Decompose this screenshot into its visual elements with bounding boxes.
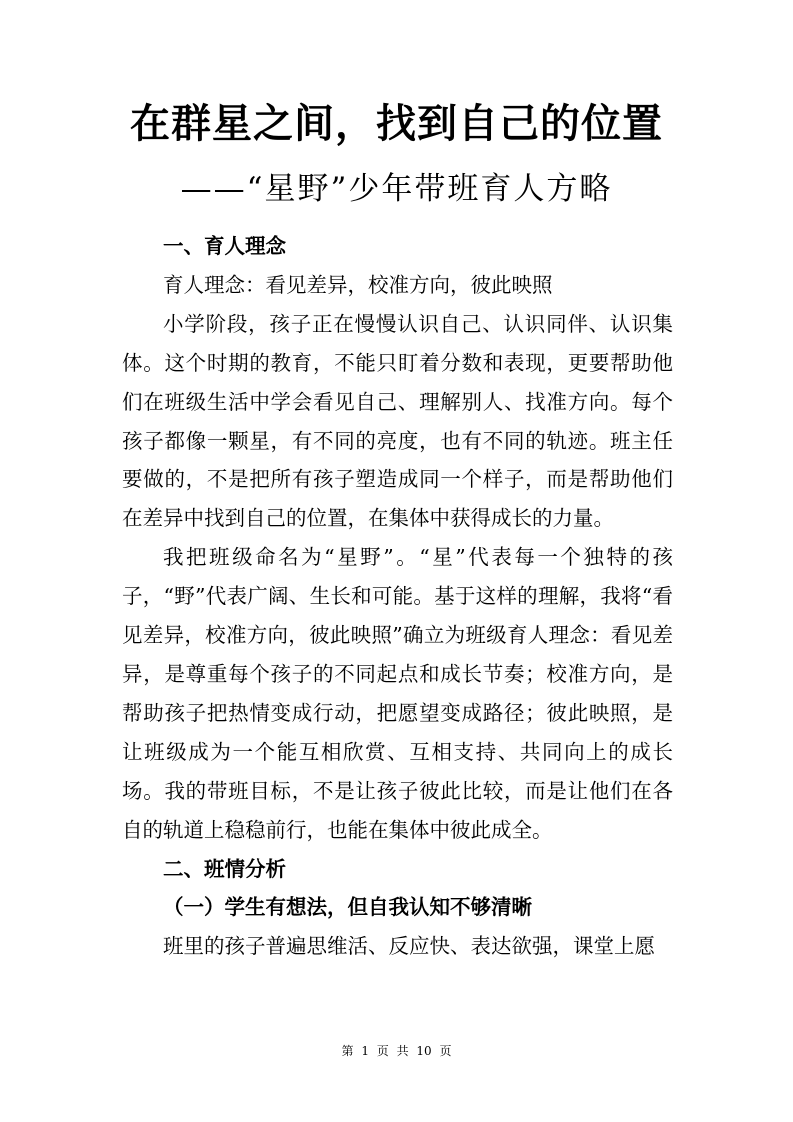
subsection-heading-1: （一）学生有想法，但自我认知不够清晰 (163, 895, 532, 920)
paragraph-class-analysis: 班里的孩子普遍思维活、反应快、表达欲强，课堂上愿 (163, 934, 655, 959)
section-heading-1: 一、育人理念 (163, 234, 286, 258)
section-heading-2: 二、班情分析 (163, 856, 286, 881)
page-footer: 第 1 页 共 10 页 (341, 1044, 452, 1058)
document-subtitle: ——“星野”少年带班育人方略 (180, 171, 613, 207)
paragraph-primary-stage: 小学阶段，孩子正在慢慢认识自己、认识同伴、认识集体。这个时期的教育，不能只盯着分数和表现，更要帮助他们在班级生活中学会看见自己、理解别人、找准方向。每个孩子都像一颗星，有不同的亮度，也有不同的轨迹。班主任要做的，不是把所有孩子塑造成同一个样子，而是帮助他们在差异中找到自己的位置，在集体中获得成长的力量。 (122, 311, 673, 531)
document-body (122, 227, 673, 966)
paragraph-philosophy: 育人理念：看见差异，校准方向，彼此映照 (163, 272, 553, 297)
document-title: 在群星之间，找到自己的位置 (130, 101, 663, 147)
paragraph-class-name: 我把班级命名为“星野”。“星”代表每一个独特的孩子，“野”代表广阔、生长和可能。基于这样的理解，我将“看见差异，校准方向，彼此映照”确立为班级育人理念：看见差异，是尊重每个孩子的不同起点和成长节奏；校准方向，是帮助孩子把热情变成行动，把愿望变成路径；彼此映照，是让班级成为一个能互相欣赏、互相支持、共同向上的成长场。我的带班目标，不是让孩子彼此比较，而是让他们在各自的轨道上稳稳前行，也能在集体中彼此成全。 (122, 545, 673, 842)
